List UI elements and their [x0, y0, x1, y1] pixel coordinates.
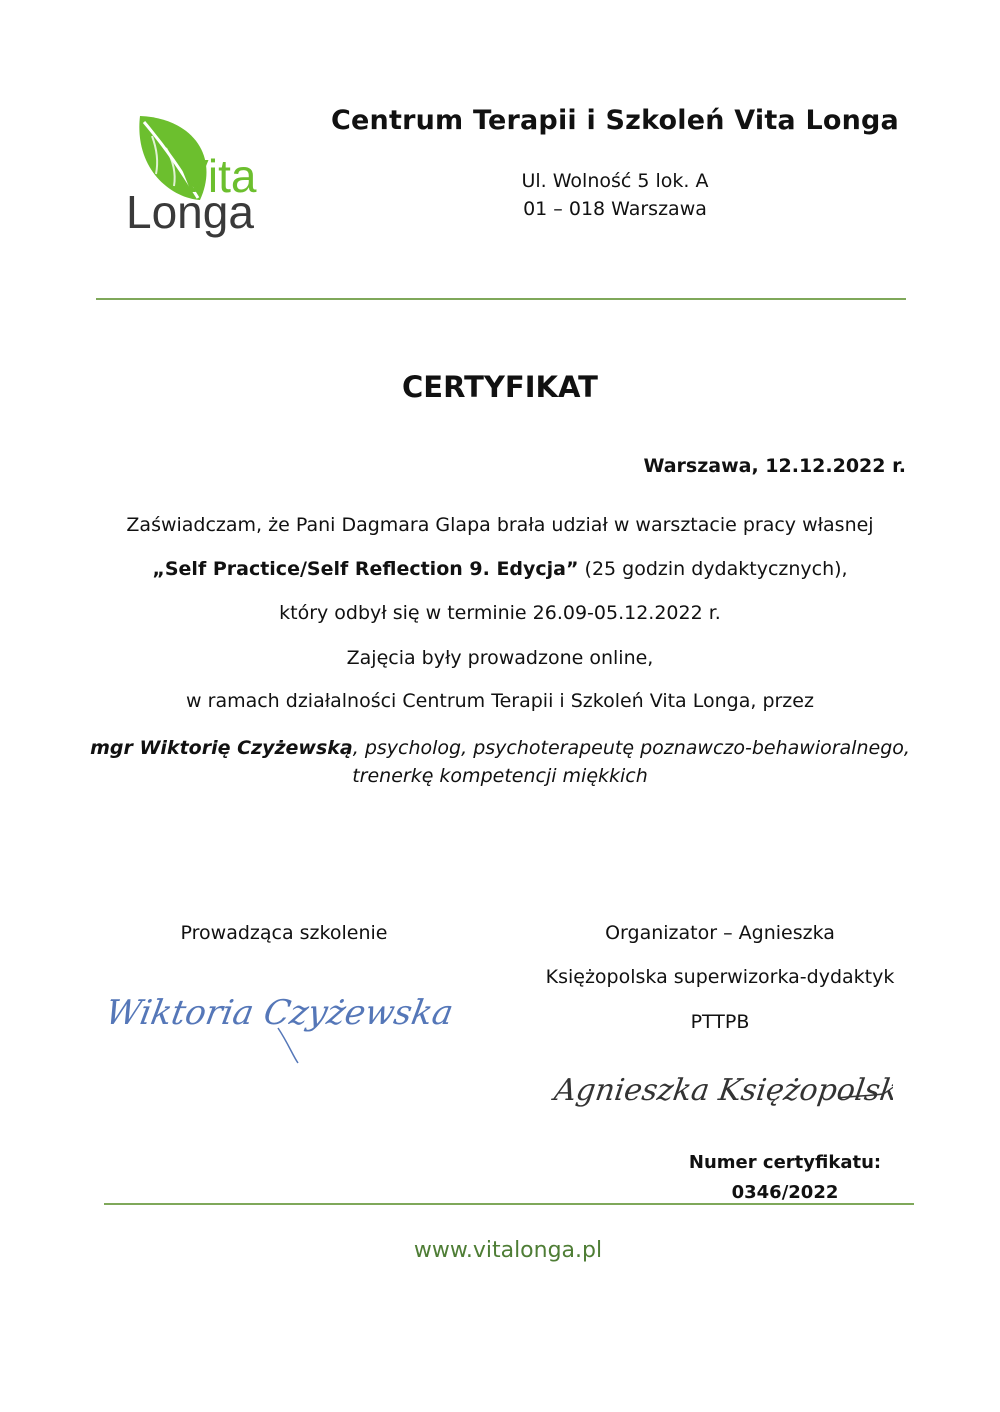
trainer-signature-text: Wiktoria Czyżewska	[108, 993, 457, 1033]
address-line-2: 01 – 018 Warszawa	[523, 198, 707, 220]
logo-longa-text: Longa	[126, 186, 254, 238]
organizer-label-1: Organizator – Agnieszka	[605, 922, 835, 944]
workshop-name: „Self Practice/Self Reflection 9. Edycja”	[152, 558, 579, 580]
body-line-5: w ramach działalności Centrum Terapii i Szkoleń Vita Longa, przez	[186, 690, 814, 712]
footer-divider	[104, 1203, 914, 1205]
organizer-signature	[548, 1052, 893, 1137]
trainer-titles-2: trenerkę kompetencji miękkich	[352, 765, 648, 787]
trainer-label: Prowadząca szkolenie	[180, 922, 388, 944]
certificate-date: Warszawa, 12.12.2022 r.	[643, 455, 906, 477]
workshop-hours: (25 godzin dydaktycznych),	[578, 558, 848, 580]
leaf-icon	[122, 108, 282, 258]
body-line-3: który odbył się w terminie 26.09-05.12.2022 r.	[279, 602, 721, 624]
address-line-1: Ul. Wolność 5 lok. A	[521, 170, 709, 192]
trainer-name: mgr Wiktorię Czyżewską	[90, 737, 353, 759]
body-line-6	[60, 734, 940, 790]
trainer-titles: , psycholog, psychoterapeutę poznawczo-behawioralnego,	[352, 737, 910, 759]
certificate-number-label: Numer certyfikatu:	[688, 1152, 882, 1173]
organizer-label-3: PTTPB	[690, 1011, 750, 1033]
organization-name: Centrum Terapii i Szkoleń Vita Longa	[331, 105, 899, 136]
certificate-number: 0346/2022	[731, 1182, 839, 1203]
certificate-title: CERTYFIKAT	[402, 370, 598, 404]
body-line-1: Zaświadczam, że Pani Dagmara Glapa brała udział w warsztacie pracy własnej	[126, 514, 874, 536]
logo-vita-text: Vita	[178, 150, 257, 202]
website-link[interactable]: www.vitalonga.pl	[413, 1238, 603, 1263]
body-line-2	[60, 558, 940, 580]
header-divider	[96, 298, 906, 300]
organizer-signature-text: Agnieszka Księżopolska	[552, 1073, 893, 1108]
body-line-4: Zajęcia były prowadzone online,	[346, 647, 654, 669]
vita-longa-logo	[122, 108, 282, 258]
trainer-signature	[108, 968, 458, 1068]
organizer-label-2: Księżopolska superwizorka-dydaktyk	[545, 966, 895, 988]
